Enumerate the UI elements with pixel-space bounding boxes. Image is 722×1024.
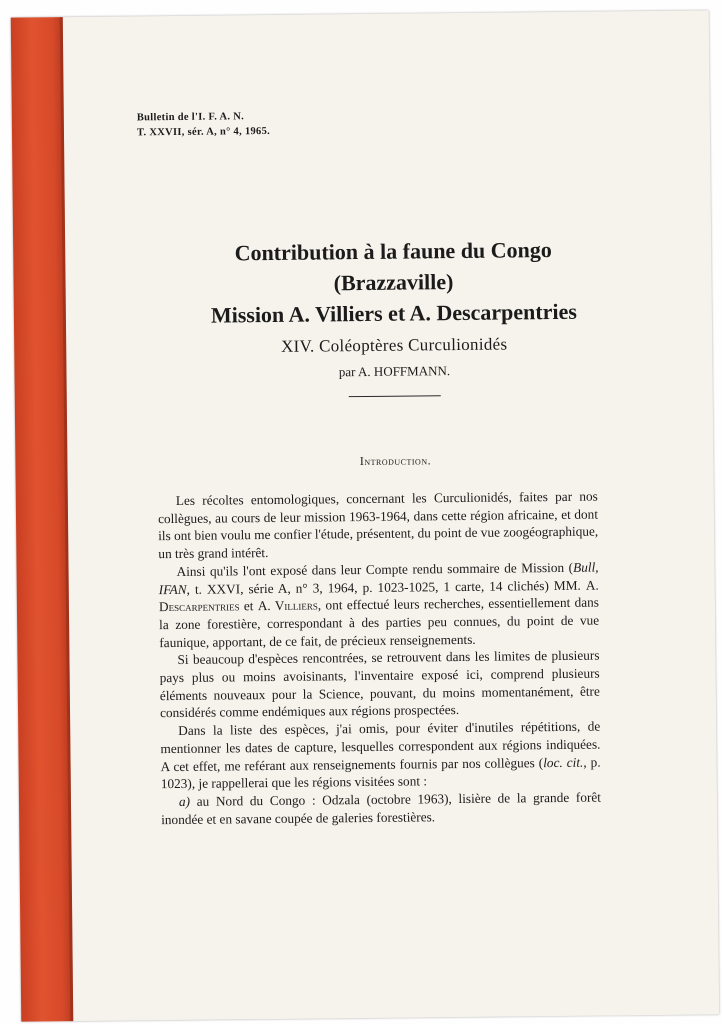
title-divider bbox=[349, 395, 441, 397]
title-line-1: Contribution à la faune du Congo bbox=[234, 237, 552, 266]
article-subtitle: XIV. Coléoptères Curculionidés bbox=[280, 334, 508, 356]
paragraph-4-citation: loc. cit. bbox=[543, 754, 584, 770]
paragraph-4 bbox=[160, 718, 601, 793]
paragraph-5-text: au Nord du Congo : Odzala (octobre 1963), lisière de la grande forêt inondée et en savane coupée de galeries forestières. bbox=[161, 789, 602, 827]
journal-volume: T. XXVII, sér. A, n° 4, 1965. bbox=[136, 125, 271, 139]
journal-name: Bulletin de l'I. F. A. N. bbox=[136, 111, 245, 124]
article-body bbox=[158, 488, 601, 829]
paragraph-2-text-a: Ainsi qu'ils l'ont exposé dans leur Compte rendu sommaire de Mission ( bbox=[176, 559, 574, 579]
paragraph-4-text-b: , p. 1023), je rappellerai que les régions visitées sont : bbox=[160, 754, 601, 792]
section-heading: Introduction. bbox=[359, 453, 432, 469]
paragraph-3: Si beaucoup d'espèces rencontrées, se retrouvent dans les limites de plusieurs pays plus ou moins avoisinants, l'inventaire exposé ici, comprend plusieurs éléments nouveaux pour la Science, pouvant, du moins momentanément, être considérés comme endémiques aux régions prospectées. bbox=[159, 647, 600, 721]
paragraph-4-text-a: Dans la liste des espèces, j'ai omis, pour éviter d'inutiles répétitions, de mentionner les dates de capture, lesquelles correspondent aux régions indiquées. A cet effet, me reférant aux renseignements fournis par nos collègues ( bbox=[160, 718, 601, 774]
paragraph-2-text-d: , ont effectué leurs recherches, essentiellement dans la zone forestière, correspondant à des parties peu connues, du point de vue faunique, apportant, de ce fait, de précieux renseignements. bbox=[159, 594, 600, 650]
article-author: par A. HOFFMANN. bbox=[338, 363, 451, 380]
paragraph-5 bbox=[161, 788, 601, 828]
paragraph-2-citation: Bull, IFAN bbox=[158, 559, 599, 597]
paragraph-2 bbox=[158, 558, 599, 651]
paragraph-2-name-2: A. Villiers bbox=[257, 597, 318, 614]
paragraph-5-label: a) bbox=[178, 793, 191, 809]
paragraph-1: Les récoltes entomologiques, concernant les Curculionidés, faites par nos collègues, au cours de leur mission 1963-1964, dans cette région africaine, et dont ils ont bien voulu me confier l'étude, présentent, du point de vue zoogéographique, un très grand intérêt. bbox=[157, 488, 599, 562]
paragraph-2-text-c: et bbox=[239, 598, 258, 614]
title-line-2: (Brazzaville) bbox=[333, 269, 454, 296]
journal-reference bbox=[137, 109, 270, 140]
paragraph-2-text-b: , t. XXVI, série A, n° 3, 1964, p. 1023-1025, 1 carte, 14 clichés) MM. bbox=[186, 577, 586, 597]
article-title-block bbox=[105, 233, 683, 400]
page-content bbox=[63, 10, 719, 1021]
document-page bbox=[11, 10, 719, 1021]
paragraph-2-name-1: A. Descarpentries bbox=[158, 577, 599, 615]
title-line-3: Mission A. Villiers et A. Descarpentries bbox=[210, 298, 577, 328]
